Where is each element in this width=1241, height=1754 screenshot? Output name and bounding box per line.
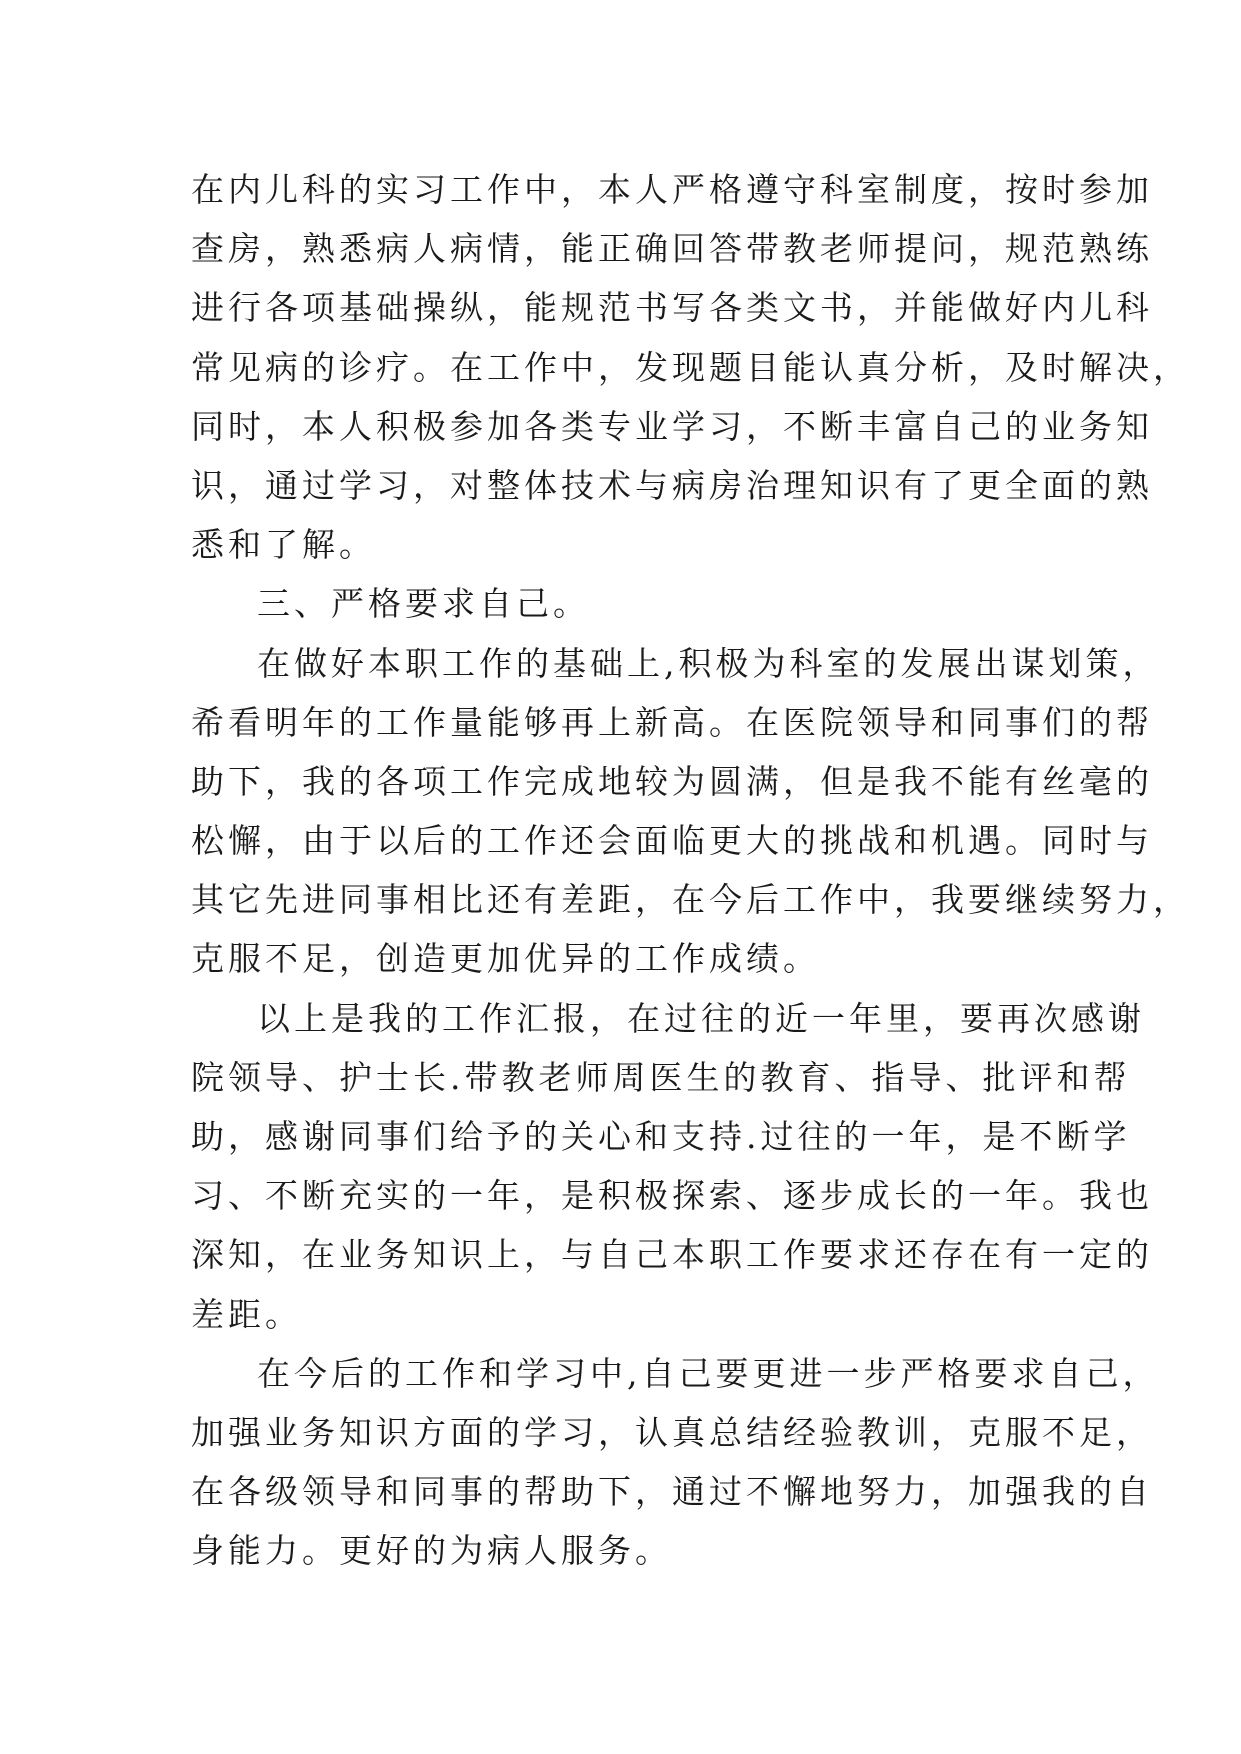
text-line: 在内儿科的实习工作中，本人严格遵守科室制度，按时参加 — [191, 170, 1153, 209]
text-line: 识，通过学习，对整体技术与病房治理知识有了更全面的熟 — [191, 465, 1153, 505]
text-line: 助，感谢同事们给予的关心和支持.过往的一年，是不断学 — [191, 1117, 1131, 1156]
paragraph-internship-work — [191, 160, 1190, 574]
text-line: 进行各项基础操纵，能规范书写各类文书，并能做好内儿科 — [191, 288, 1153, 328]
text-line: 深知，在业务知识上，与自己本职工作要求还存在有一定的 — [191, 1235, 1153, 1275]
text-line: 松懈，由于以后的工作还会面临更大的挑战和机遇。同时与 — [191, 821, 1153, 861]
text-line: 习、不断充实的一年，是积极探索、逐步成长的一年。我也 — [191, 1176, 1153, 1216]
document-body — [191, 160, 1190, 1581]
section-heading — [191, 574, 1071, 633]
text-line: 加强业务知识方面的学习，认真总结经验教训，克服不足， — [191, 1412, 1153, 1452]
paragraph-work-report — [191, 989, 1153, 1344]
text-line: 在今后的工作和学习中,自己要更进一步严格要求自己， — [257, 1353, 1160, 1393]
text-line: 以上是我的工作汇报，在过往的近一年里，要再次感谢 — [257, 998, 1145, 1038]
text-line: 其它先进同事相比还有差距，在今后工作中，我要继续努力， — [191, 880, 1190, 920]
text-line: 克服不足，创造更加优异的工作成绩。 — [191, 939, 820, 979]
text-line: 同时，本人积极参加各类专业学习，不断丰富自己的业务知 — [191, 406, 1153, 446]
text-line: 常见病的诊疗。在工作中，发现题目能认真分析，及时解决， — [191, 347, 1190, 387]
text-line: 希看明年的工作量能够再上新高。在医院领导和同事们的帮 — [191, 702, 1153, 742]
text-line: 身能力。更好的为病人服务。 — [191, 1531, 672, 1571]
text-line: 助下，我的各项工作完成地较为圆满，但是我不能有丝毫的 — [191, 761, 1153, 801]
section-heading-text: 三、严格要求自己。 — [257, 584, 590, 624]
text-line: 查房，熟悉病人病情，能正确回答带教老师提问，规范熟练 — [191, 229, 1153, 269]
text-line: 院领导、护士长.带教老师周医生的教育、指导、批评和帮 — [191, 1057, 1131, 1097]
text-line: 差距。 — [191, 1294, 302, 1334]
text-line: 在各级领导和同事的帮助下，通过不懈地努力，加强我的自 — [191, 1472, 1153, 1512]
paragraph-self-requirements — [191, 634, 1190, 989]
text-line: 在做好本职工作的基础上,积极为科室的发展出谋划策， — [257, 643, 1160, 683]
text-line: 悉和了解。 — [191, 525, 376, 565]
paragraph-future-plans — [191, 1344, 1160, 1581]
